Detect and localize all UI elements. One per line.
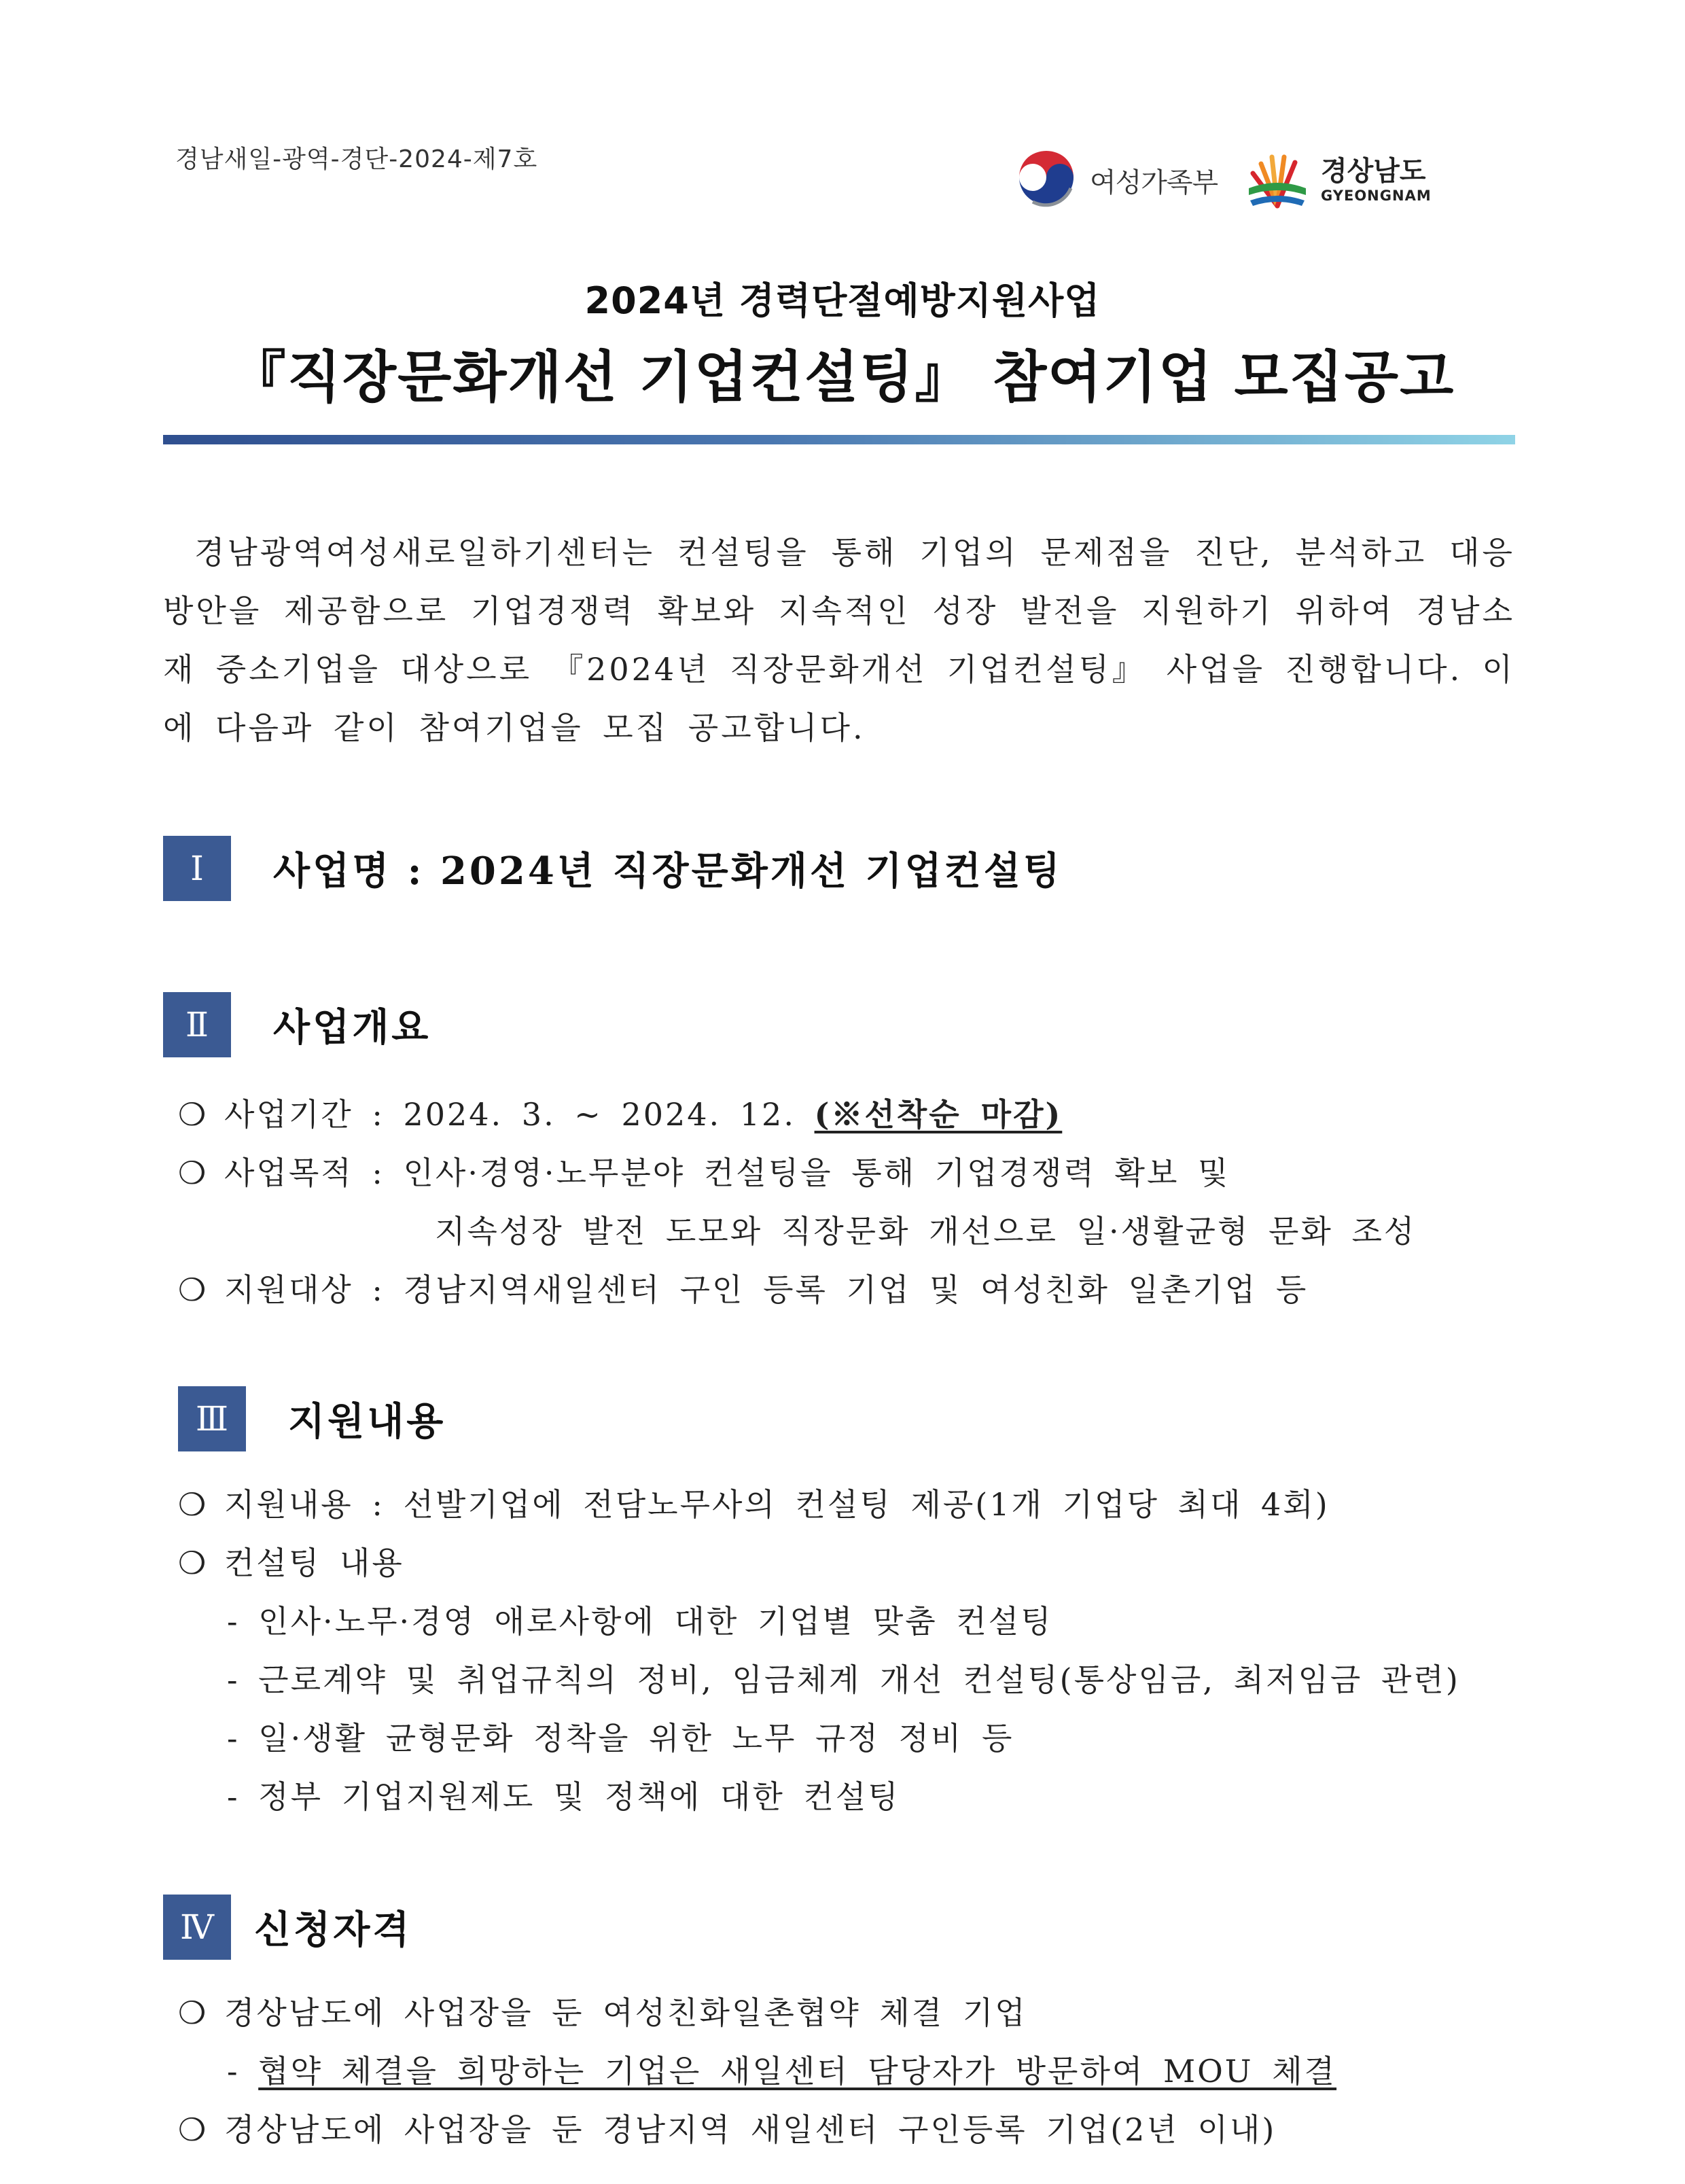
purpose-text-line1: 사업목적 : 인사·경영·노무분야 컨설팅을 통해 기업경쟁력 확보 및 [224, 1155, 1230, 1191]
document-number: 경남새일-광역-경단-2024-제7호 [175, 145, 538, 173]
section-1-number: Ⅰ [163, 836, 231, 901]
section-3-title: 지원내용 [288, 1399, 446, 1444]
section-1-heading [163, 836, 1063, 901]
mogef-logo-text: 여성가족부 [1090, 166, 1218, 198]
consulting-content-heading: 컨설팅 내용 [224, 1545, 404, 1581]
target-item [178, 1265, 1308, 1310]
circle-bullet-icon: ❍ [178, 1155, 209, 1191]
section-2-title: 사업개요 [273, 1005, 431, 1050]
gyeongnam-logo-korean: 경상남도 [1321, 155, 1426, 187]
consulting-subitem: - 근로계약 및 취업규칙의 정비, 임금체계 개선 컨설팅(통상임금, 최저임금 관련) [227, 1661, 1460, 1698]
section-1-title: 사업명 : 2024년 직장문화개선 기업컨설팅 [273, 849, 1063, 894]
consulting-content-item [178, 1538, 404, 1583]
circle-bullet-icon: ❍ [178, 1486, 209, 1523]
section-2-heading [163, 992, 431, 1057]
period-text: 사업기간 : 2024. 3. ~ 2024. 12. [224, 1096, 815, 1133]
intro-paragraph: 경남광역여성새로일하기센터는 컨설팅을 통해 기업의 문제점을 진단, 분석하고 대응 방안을 제공함으로 기업경쟁력 확보와 지속적인 성장 발전을 지원하기 위하여 경남소재 중소기업을 대상으로 『2024년 직장문화개선 기업컨설팅』 사업을 진행합니다. 이에 다음과 같이 참여기업을 모집 공고합니다. [163, 534, 1515, 746]
circle-bullet-icon: ❍ [178, 1994, 209, 2031]
support-content-text: 지원내용 : 선발기업에 전담노무사의 컨설팅 제공(1개 기업당 최대 4회) [224, 1486, 1330, 1523]
consulting-subitem: - 일·생활 균형문화 정착을 위한 노무 규정 정비 등 [227, 1720, 1014, 1757]
purpose-item [178, 1148, 1230, 1193]
qualification-text-2: 경상남도에 사업장을 둔 경남지역 새일센터 구인등록 기업(2년 이내) [224, 2111, 1277, 2148]
consulting-subitem: - 인사·노무·경영 애로사항에 대한 기업별 맞춤 컨설팅 [227, 1603, 1053, 1640]
qualification-subitem-text: 협약 체결을 희망하는 기업은 새일센터 담당자가 방문하여 MOU 체결 [258, 2053, 1337, 2090]
period-item [178, 1090, 1062, 1135]
title-underline-rule [163, 435, 1515, 444]
qualification-item-1 [178, 1988, 1027, 2033]
qualification-subitem [227, 2047, 1336, 2092]
section-2-number: Ⅱ [163, 992, 231, 1057]
section-4-heading [163, 1895, 412, 1960]
section-4-number: Ⅳ [163, 1895, 231, 1960]
mogef-logo [1012, 143, 1218, 217]
section-4-title: 신청자격 [254, 1907, 412, 1952]
circle-bullet-icon: ❍ [178, 2111, 209, 2148]
header-logos [1012, 143, 1447, 224]
target-text: 지원대상 : 경남지역새일센터 구인 등록 기업 및 여성친화 일촌기업 등 [224, 1271, 1309, 1308]
gyeongnam-logo-text [1321, 155, 1432, 204]
purpose-text-line2: 지속성장 발전 도모와 직장문화 개선으로 일·생활균형 문화 조성 [435, 1213, 1417, 1250]
page-title: 『직장문화개선 기업컨설팅』 참여기업 모집공고 [230, 345, 1455, 410]
period-note: (※선착순 마감) [814, 1096, 1063, 1133]
gyeongnam-logo [1243, 143, 1432, 217]
support-content-item [178, 1480, 1330, 1525]
taegeuk-emblem-icon [1012, 146, 1080, 214]
gyeongnam-emblem-icon [1243, 146, 1311, 214]
gyeongnam-logo-english: GYEONGNAM [1321, 187, 1432, 204]
section-3-number: Ⅲ [178, 1386, 246, 1451]
qualification-item-2 [178, 2105, 1276, 2150]
title-subheading: 2024년 경력단절예방지원사업 [584, 279, 1101, 322]
qualification-text-1: 경상남도에 사업장을 둔 여성친화일촌협약 체결 기업 [224, 1994, 1027, 2031]
circle-bullet-icon: ❍ [178, 1271, 209, 1308]
circle-bullet-icon: ❍ [178, 1545, 209, 1581]
circle-bullet-icon: ❍ [178, 1096, 209, 1133]
qualification-subitem-dash: - [227, 2053, 259, 2090]
section-3-heading [178, 1386, 446, 1451]
consulting-subitem: - 정부 기업지원제도 및 정책에 대한 컨설팅 [227, 1778, 900, 1815]
